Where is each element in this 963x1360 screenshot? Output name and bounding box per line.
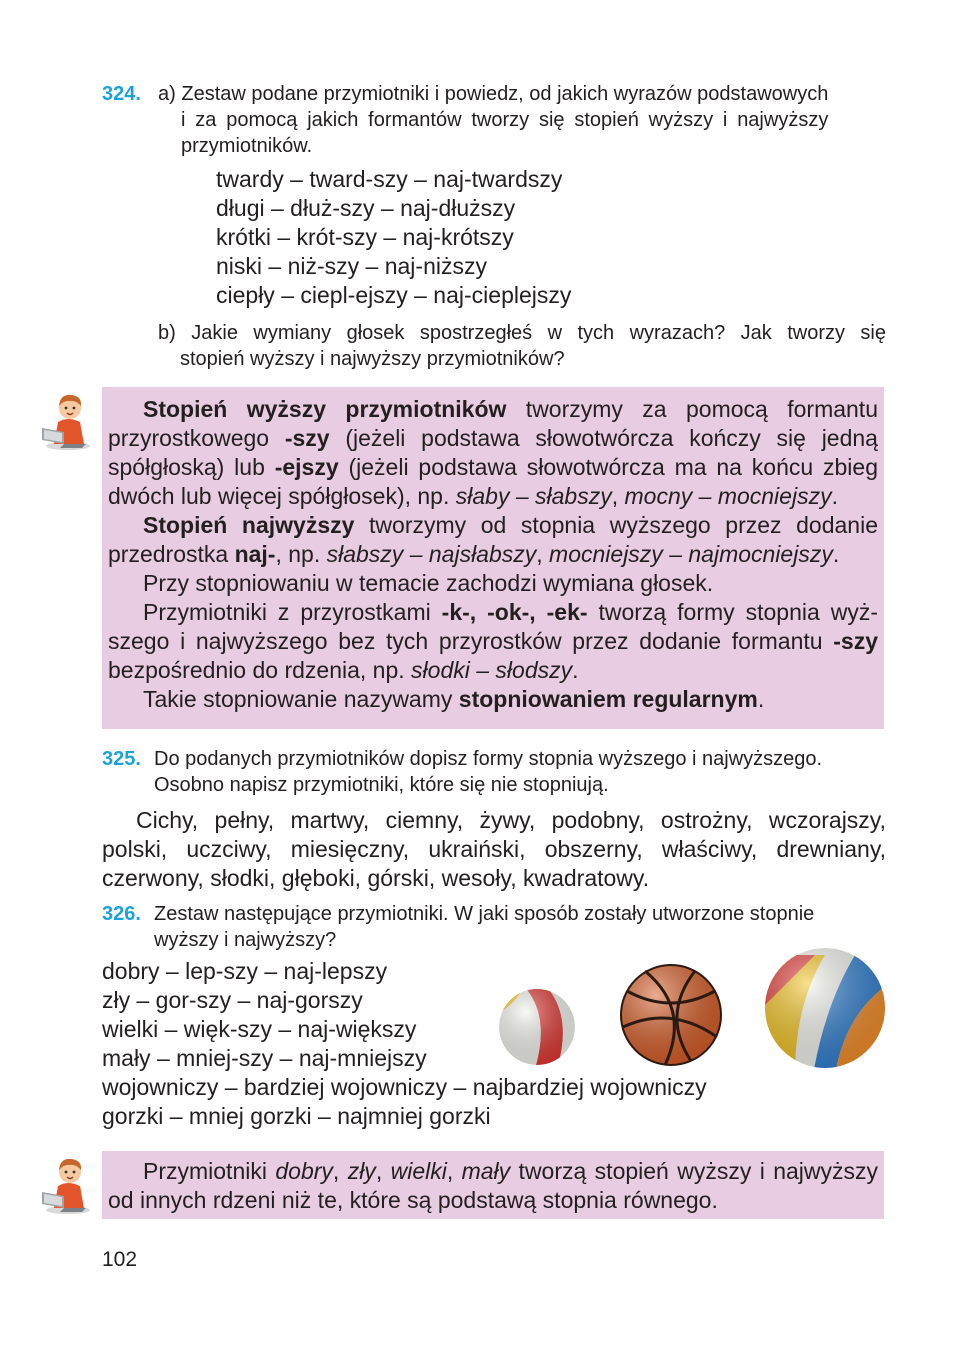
exercise-324a-instruction: a) Zestaw podane przymiotniki i powiedz, od jakich wyrazów podstawowych i za pomocą jakich formantów tworzy się stopień wyższy i najwyższy przymiotników. <box>158 83 829 157</box>
balls-illustration <box>495 945 887 1075</box>
rule-paragraph: Takie stopniowanie nazywamy stopniowaniem regularnym. <box>143 686 765 712</box>
rule-box <box>102 387 884 729</box>
exercise-324 <box>102 81 886 372</box>
rule-paragraph: Stopień najwyższy tworzymy od stopnia wyższego przez dodanie przedrostka naj-, np. słabszy – najsłabszy, mocniejszy – najmocniejszy. <box>108 512 878 567</box>
rule-paragraph: Stopień wyższy przymiotników tworzymy za pomocą formantu przyrostkowego -szy (jeżeli podstawa słowotwórcza kończy się jedną spółgłoską) lub -ejszy (jeżeli podstawa słowotwórcza ma na końcu zbieg dwóch lub więcej spółgłosek), np. słaby – słabszy, mocny – mocniejszy. <box>108 396 879 509</box>
rule-paragraph: Przymiotniki dobry, zły, wielki, mały tworzą stopień wyższy i najwyższy od innych rdzeni niż te, które są podstawą stopnia równego. <box>108 1158 879 1213</box>
list-item: zły – gor-szy – naj-gorszy <box>102 987 363 1013</box>
basketball-icon <box>621 965 721 1065</box>
exercise-number: 325. <box>102 748 141 770</box>
exercise-number: 324. <box>102 83 141 105</box>
list-item: długi – dłuż-szy – naj-dłuższy <box>216 195 516 221</box>
list-item: wielki – więk-szy – naj-większy <box>102 1016 417 1042</box>
beach-ball-small-icon <box>495 985 585 1069</box>
list-item: krótki – krót-szy – naj-krótszy <box>216 224 514 250</box>
list-item: niski – niż-szy – naj-niższy <box>216 253 487 279</box>
beach-ball-large-icon <box>765 948 887 1075</box>
exercise-324b-instruction: b) Jakie wymiany głosek spostrzegłeś w tych wyrazach? Jak tworzy się stopień wyższy i najwyższy przymiotników? <box>158 322 886 370</box>
rule-paragraph: Przy stopniowaniu w temacie zachodzi wymiana głosek. <box>143 570 714 596</box>
boy-with-laptop-icon <box>38 1152 96 1216</box>
list-item: wojowniczy – bardziej wojowniczy – najbardziej wojowniczy <box>102 1074 707 1100</box>
word-list <box>216 165 886 310</box>
rule-paragraph: Przymiotniki z przyrostkami -k-, -ok-, -ek- tworzą formy stopnia wyż-szego i najwyższego bez tych przyrostków przez dodanie formantu -szy bezpośrednio do rdzenia, np. słodki – słodszy. <box>108 599 879 683</box>
exercise-326-instruction: Zestaw następujące przymiotniki. W jaki sposób zostały utworzone stopnie wyższy i najwyższy? <box>154 903 815 951</box>
list-item: gorzki – mniej gorzki – najmniej gorzki <box>102 1103 491 1129</box>
boy-with-laptop-icon <box>38 388 96 452</box>
list-item: ciepły – ciepl-ejszy – naj-cieplejszy <box>216 282 572 308</box>
page-number: 102 <box>102 1248 138 1271</box>
list-item: dobry – lep-szy – naj-lepszy <box>102 958 388 984</box>
exercise-number: 326. <box>102 903 141 925</box>
subtask-label: a) <box>158 83 176 105</box>
adjective-list: Cichy, pełny, martwy, ciemny, żywy, podobny, ostrożny, wczorajszy, polski, uczciwy, miesięczny, ukraiński, obszerny, właściwy, drewniany, czerwony, słodki, głęboki, górski, wesoły, kwadratowy. <box>102 807 886 891</box>
subtask-label: b) <box>158 322 176 344</box>
exercise-325-instruction: Do podanych przymiotników dopisz formy stopnia wyższego i najwyższego. Osobno napisz przymiotniki, które się nie stopniują. <box>154 748 823 796</box>
list-item: mały – mniej-szy – naj-mniejszy <box>102 1045 427 1071</box>
exercise-325 <box>102 746 886 893</box>
list-item: twardy – tward-szy – naj-twardszy <box>216 166 563 192</box>
rule-box <box>102 1151 884 1219</box>
